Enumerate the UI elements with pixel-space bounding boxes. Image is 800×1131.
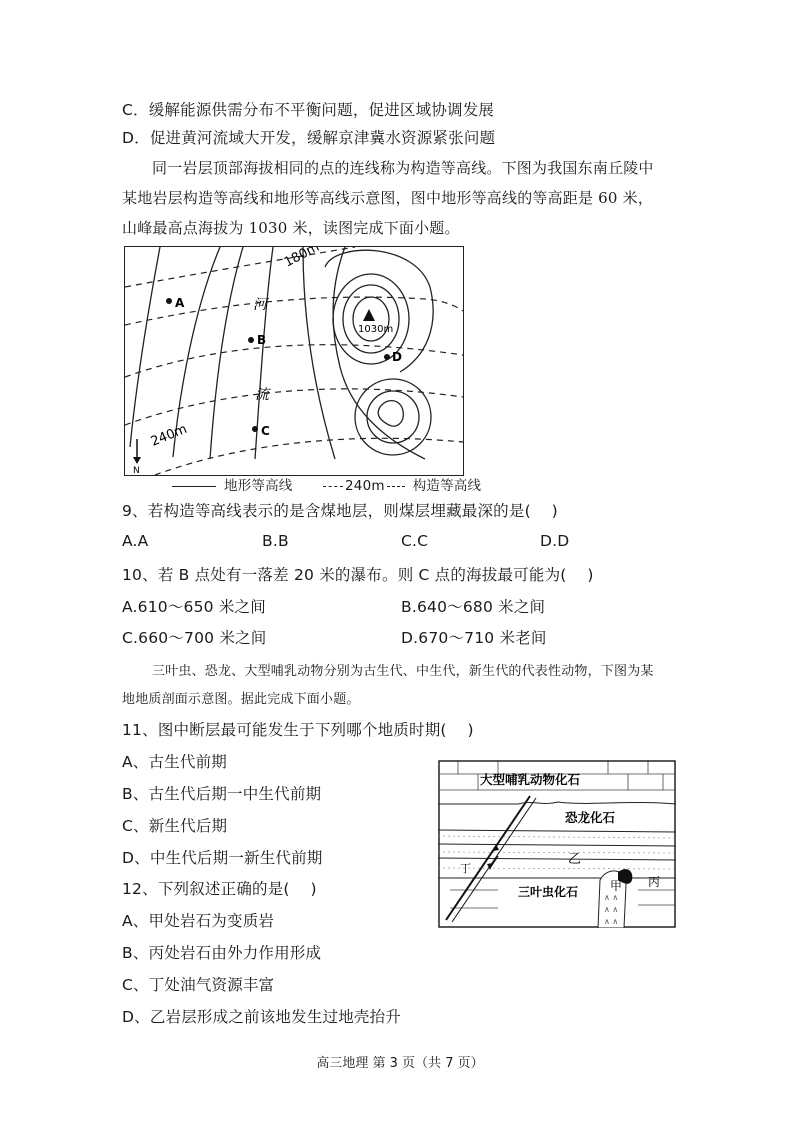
label-trilobite-fossil: 三叶虫化石 [518,885,579,899]
geologic-section-figure [438,760,676,928]
q11-option-b: B、古生代后期一中生代前期 [122,785,322,803]
point-a-dot [166,298,172,304]
question-9: 9、若构造等高线表示的是含煤地层，则煤层埋藏最深的是( ) [122,502,558,520]
legend-structure-value: 240m [345,478,385,494]
svg-text:∧ ∧: ∧ ∧ [604,917,619,926]
question-11: 11、图中断层最可能发生于下列哪个地质时期( ) [122,721,474,739]
legend-terrain-label: 地形等高线 [224,478,293,494]
legend-structure-line-icon [323,486,343,487]
question-12: 12、下列叙述正确的是( ) [122,880,317,898]
svg-text:∧ ∧: ∧ ∧ [604,905,619,914]
label-jia: 甲 [610,879,623,893]
q12-option-b: B、丙处岩石由外力作用形成 [122,944,322,962]
label-ding: 丁 [460,862,471,875]
q10-option-b: B.640～680 米之间 [401,598,546,616]
point-d-dot [384,354,390,360]
q10-option-c: C.660～700 米之间 [122,629,267,647]
contour-map-svg [125,247,463,475]
legend-structure-label: 构造等高线 [412,478,482,494]
point-a-label: A [175,296,185,310]
intro-line-3: 山峰最高点海拔为 1030 米，读图完成下面小题。 [122,219,460,237]
label-bing: 丙 [648,875,661,889]
svg-text:∧ ∧: ∧ ∧ [604,893,619,902]
river-label-1: 河 [253,297,267,313]
contour-map-figure [124,246,464,476]
option-d-line: D．促进黄河流域大开发，缓解京津冀水资源紧张问题 [122,129,496,147]
legend-structure-line-icon-2 [387,486,405,487]
geologic-section-svg [438,760,676,928]
label-dinosaur-fossil: 恐龙化石 [565,810,616,825]
q12-option-d: D、乙岩层形成之前该地发生过地壳抬升 [122,1008,402,1026]
north-arrow-head-icon [133,457,141,464]
intro-line-4: 三叶虫、恐龙、大型哺乳动物分别为古生代、中生代，新生代的代表性动物，下图为某 [152,664,654,679]
q12-option-c: C、丁处油气资源丰富 [122,976,275,994]
label-mammal-fossil: 大型哺乳动物化石 [480,772,581,787]
map-legend [172,474,481,494]
q9-option-b: B.B [262,532,289,550]
intro-line-5: 地地质剖面示意图。据此完成下面小题。 [122,692,360,707]
river-label-2: 流 [255,387,269,403]
q10-option-d: D.670～710 米老间 [401,629,547,647]
contour-label-240: 240m [148,421,190,450]
q9-option-c: C.C [401,532,429,550]
legend-terrain-line-icon [172,486,216,487]
q9-option-d: D.D [540,532,570,550]
peak-elevation-label: 1030m [358,324,394,335]
q9-option-a: A.A [122,532,149,550]
q12-option-a: A、甲处岩石为变质岩 [122,912,275,930]
q11-option-a: A、古生代前期 [122,753,228,771]
point-b-label: B [257,333,267,347]
point-c-label: C [261,424,270,438]
q11-option-c: C、新生代后期 [122,817,228,835]
point-b-dot [248,337,254,343]
point-d-label: D [392,350,402,364]
page-footer: 高三地理 第 3 页（共 7 页） [316,1056,484,1071]
q10-option-a: A.610～650 米之间 [122,598,266,616]
intro-line-1: 同一岩层顶部海拔相同的点的连线称为构造等高线。下图为我国东南丘陵中 [152,159,654,177]
question-10: 10、若 B 点处有一落差 20 米的瀑布。则 C 点的海拔最可能为( ) [122,566,594,584]
label-yi: 乙 [568,852,582,867]
peak-triangle-icon [363,309,375,321]
option-c-line: C．缓解能源供需分布不平衡问题，促进区域协调发展 [122,101,495,119]
north-label: N [133,466,140,475]
intro-line-2: 某地岩层构造等高线和地形等高线示意图，图中地形等高线的等高距是 60 米， [122,189,654,207]
point-c-dot [252,426,258,432]
contour-label-180: 180m [281,247,322,271]
q11-option-d: D、中生代后期一新生代前期 [122,849,323,867]
